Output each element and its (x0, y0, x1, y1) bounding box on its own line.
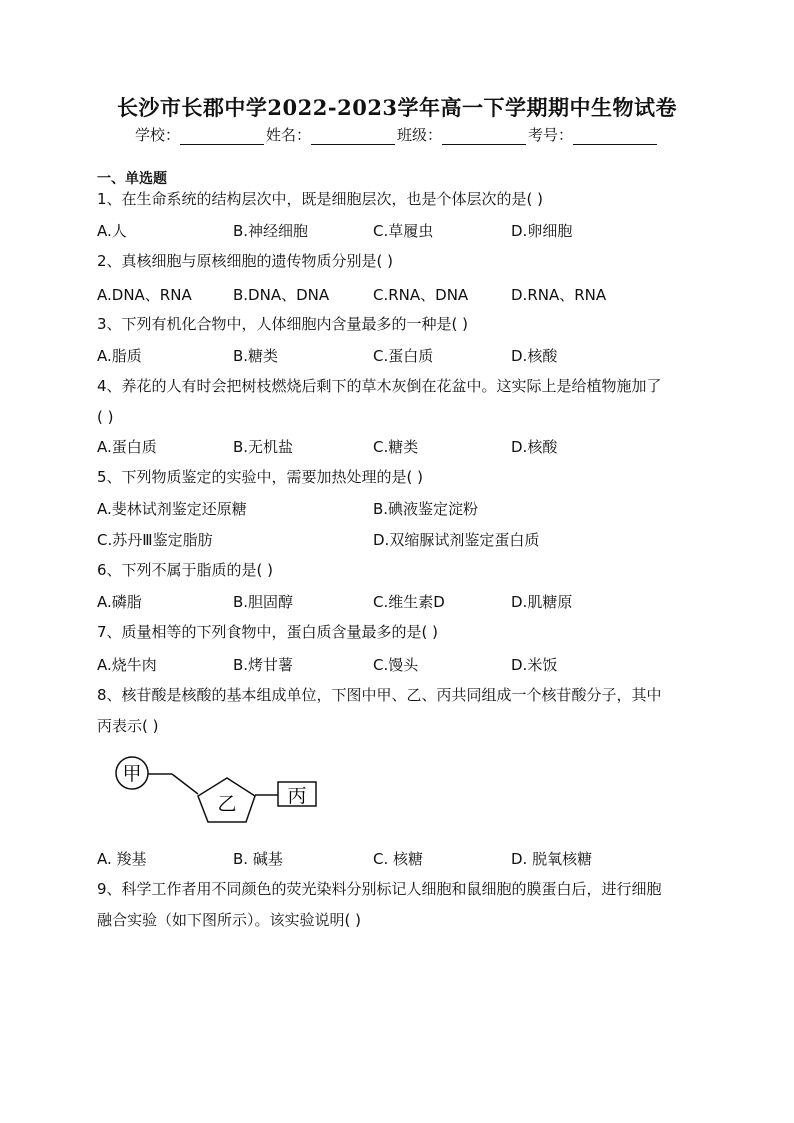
option-b: B.DNA、DNA (233, 286, 330, 304)
option-c: C.草履虫 (373, 222, 434, 240)
option-c: C.维生素D (373, 593, 445, 611)
option-b: B. 碱基 (233, 850, 283, 868)
pentagon-label: 乙 (217, 793, 237, 815)
nucleotide-diagram (110, 752, 330, 832)
question-2-options (97, 284, 697, 312)
section-heading: 一、单选题 (97, 171, 167, 187)
question-4-stem-line2: ( ) (97, 408, 114, 426)
option-b: B.烤甘薯 (233, 656, 294, 674)
question-5-options-row1 (97, 498, 697, 526)
class-blank[interactable] (442, 130, 526, 145)
question-5-options-row2 (97, 529, 697, 557)
option-a: A.斐林试剂鉴定还原糖 (97, 500, 247, 518)
option-c: C.蛋白质 (373, 347, 434, 365)
question-7-options (97, 654, 697, 682)
option-a: A.DNA、RNA (97, 286, 192, 304)
option-d: D.RNA、RNA (511, 286, 607, 304)
question-6-options (97, 591, 697, 619)
class-label: 班级： (397, 126, 443, 144)
question-1-stem: 1、在生命系统的结构层次中，既是细胞层次，也是个体层次的是( ) (97, 190, 544, 208)
question-3-options (97, 345, 697, 373)
question-8-options (97, 848, 697, 876)
option-a: A.蛋白质 (97, 438, 157, 456)
option-a: A.磷脂 (97, 593, 142, 611)
option-d: D.双缩脲试剂鉴定蛋白质 (373, 531, 540, 549)
box-label: 丙 (287, 785, 307, 807)
option-b: B.无机盐 (233, 438, 294, 456)
name-label: 姓名： (265, 126, 311, 144)
option-c: C.苏丹Ⅲ鉴定脂肪 (97, 531, 213, 549)
question-8-stem-line2: 丙表示( ) (97, 717, 159, 735)
question-4-options (97, 436, 697, 464)
option-a: A.烧牛肉 (97, 656, 157, 674)
question-6-stem: 6、下列不属于脂质的是( ) (97, 561, 274, 579)
connector-line-2 (172, 774, 198, 794)
question-8-stem-line1: 8、核苷酸是核酸的基本组成单位，下图中甲、乙、丙共同组成一个核苷酸分子，其中 (97, 686, 662, 704)
option-d: D.肌糖原 (511, 593, 573, 611)
question-9-stem-line2: 融合实验（如下图所示）。该实验说明( ) (97, 911, 361, 929)
option-b: B.糖类 (233, 347, 279, 365)
school-label: 学校： (134, 126, 180, 144)
option-c: C.馒头 (373, 656, 419, 674)
number-blank[interactable] (573, 130, 657, 145)
student-info-row (0, 124, 794, 145)
question-7-stem: 7、质量相等的下列食物中，蛋白质含量最多的是( ) (97, 623, 439, 641)
option-d: D. 脱氧核糖 (511, 850, 593, 868)
option-a: A. 羧基 (97, 850, 147, 868)
school-blank[interactable] (180, 130, 264, 145)
number-label: 考号： (528, 126, 574, 144)
option-d: D.卵细胞 (511, 222, 573, 240)
name-blank[interactable] (311, 130, 395, 145)
option-b: B.胆固醇 (233, 593, 294, 611)
option-d: D.米饭 (511, 656, 558, 674)
question-9-stem-line1: 9、科学工作者用不同颜色的荧光染料分别标记人细胞和鼠细胞的膜蛋白后，进行细胞 (97, 880, 662, 898)
option-c: C.RNA、DNA (373, 286, 469, 304)
option-a: A.脂质 (97, 347, 142, 365)
option-d: D.核酸 (511, 438, 558, 456)
page-title: 长沙市长郡中学2022-2023学年高一下学期期中生物试卷 (116, 95, 678, 120)
option-c: C.糖类 (373, 438, 419, 456)
circle-label: 甲 (122, 763, 142, 785)
question-4-stem-line1: 4、养花的人有时会把树枝燃烧后剩下的草木灰倒在花盆中。这实际上是给植物施加了 (97, 377, 662, 395)
option-b: B.碘液鉴定淀粉 (373, 500, 479, 518)
question-3-stem: 3、下列有机化合物中，人体细胞内含量最多的一种是( ) (97, 315, 469, 333)
question-2-stem: 2、真核细胞与原核细胞的遗传物质分别是( ) (97, 252, 394, 270)
question-1-options (97, 220, 697, 248)
option-c: C. 核糖 (373, 850, 424, 868)
option-d: D.核酸 (511, 347, 558, 365)
option-b: B.神经细胞 (233, 222, 309, 240)
option-a: A.人 (97, 222, 127, 240)
question-5-stem: 5、下列物质鉴定的实验中，需要加热处理的是( ) (97, 468, 424, 486)
